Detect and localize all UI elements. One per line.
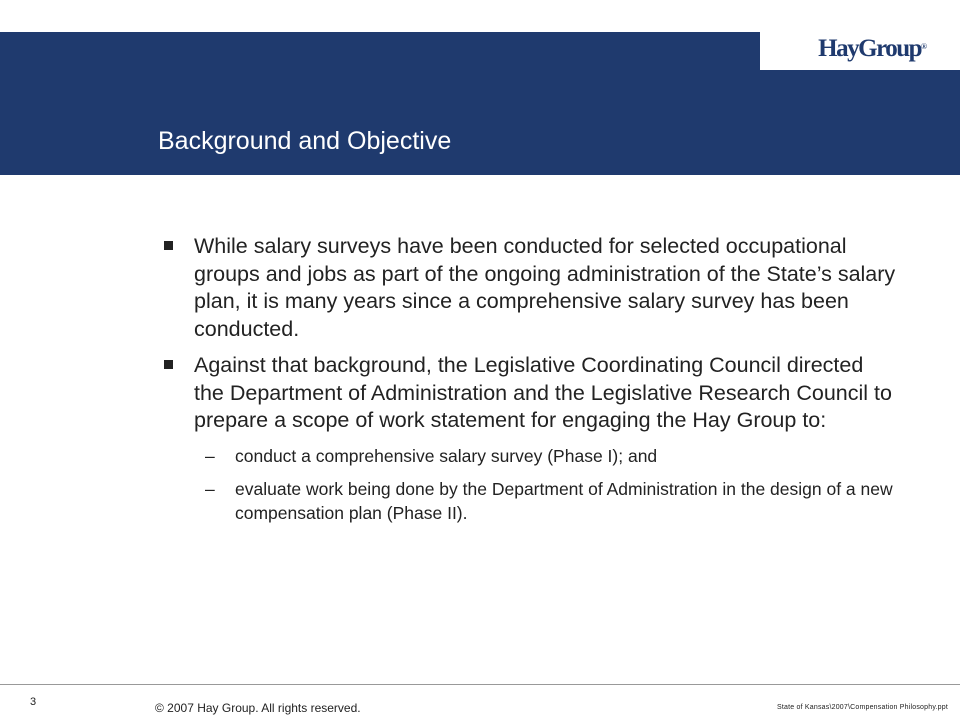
file-path: State of Kansas\2007\Compensation Philosophy.ppt <box>777 704 948 711</box>
square-bullet-icon <box>164 360 173 369</box>
sub-bullet-text: evaluate work being done by the Department of Administration in the design of a new compensation plan (Phase II). <box>235 478 893 523</box>
slide-title: Background and Objective <box>158 127 452 155</box>
registered-mark: ® <box>921 42 927 51</box>
sub-bullet-item <box>158 444 898 468</box>
square-bullet-icon <box>164 241 173 250</box>
bullet-item <box>158 352 898 435</box>
slide-content <box>158 233 898 534</box>
bullet-item <box>158 233 898 343</box>
logo-text: HayGroup <box>818 35 922 62</box>
sub-bullet-item <box>158 477 898 525</box>
dash-bullet-icon: – <box>205 478 215 499</box>
dash-bullet-icon: – <box>205 445 215 466</box>
bullet-text: While salary surveys have been conducted for selected occupational groups and jobs as part of the ongoing administration of the State’s salary plan, it is many years since a comprehensive salary survey has been conducted. <box>194 234 896 341</box>
copyright-notice: © 2007 Hay Group. All rights reserved. <box>155 701 361 715</box>
page-number: 3 <box>30 696 37 708</box>
sub-bullet-list <box>158 444 898 525</box>
footer-divider <box>0 684 960 685</box>
haygroup-logo <box>818 33 927 65</box>
bullet-text: Against that background, the Legislative Coordinating Council directed the Department of Administration and the Legislative Research Council to prepare a scope of work statement for engaging the Hay Group to: <box>194 353 892 432</box>
sub-bullet-text: conduct a comprehensive salary survey (Phase I); and <box>235 445 658 466</box>
